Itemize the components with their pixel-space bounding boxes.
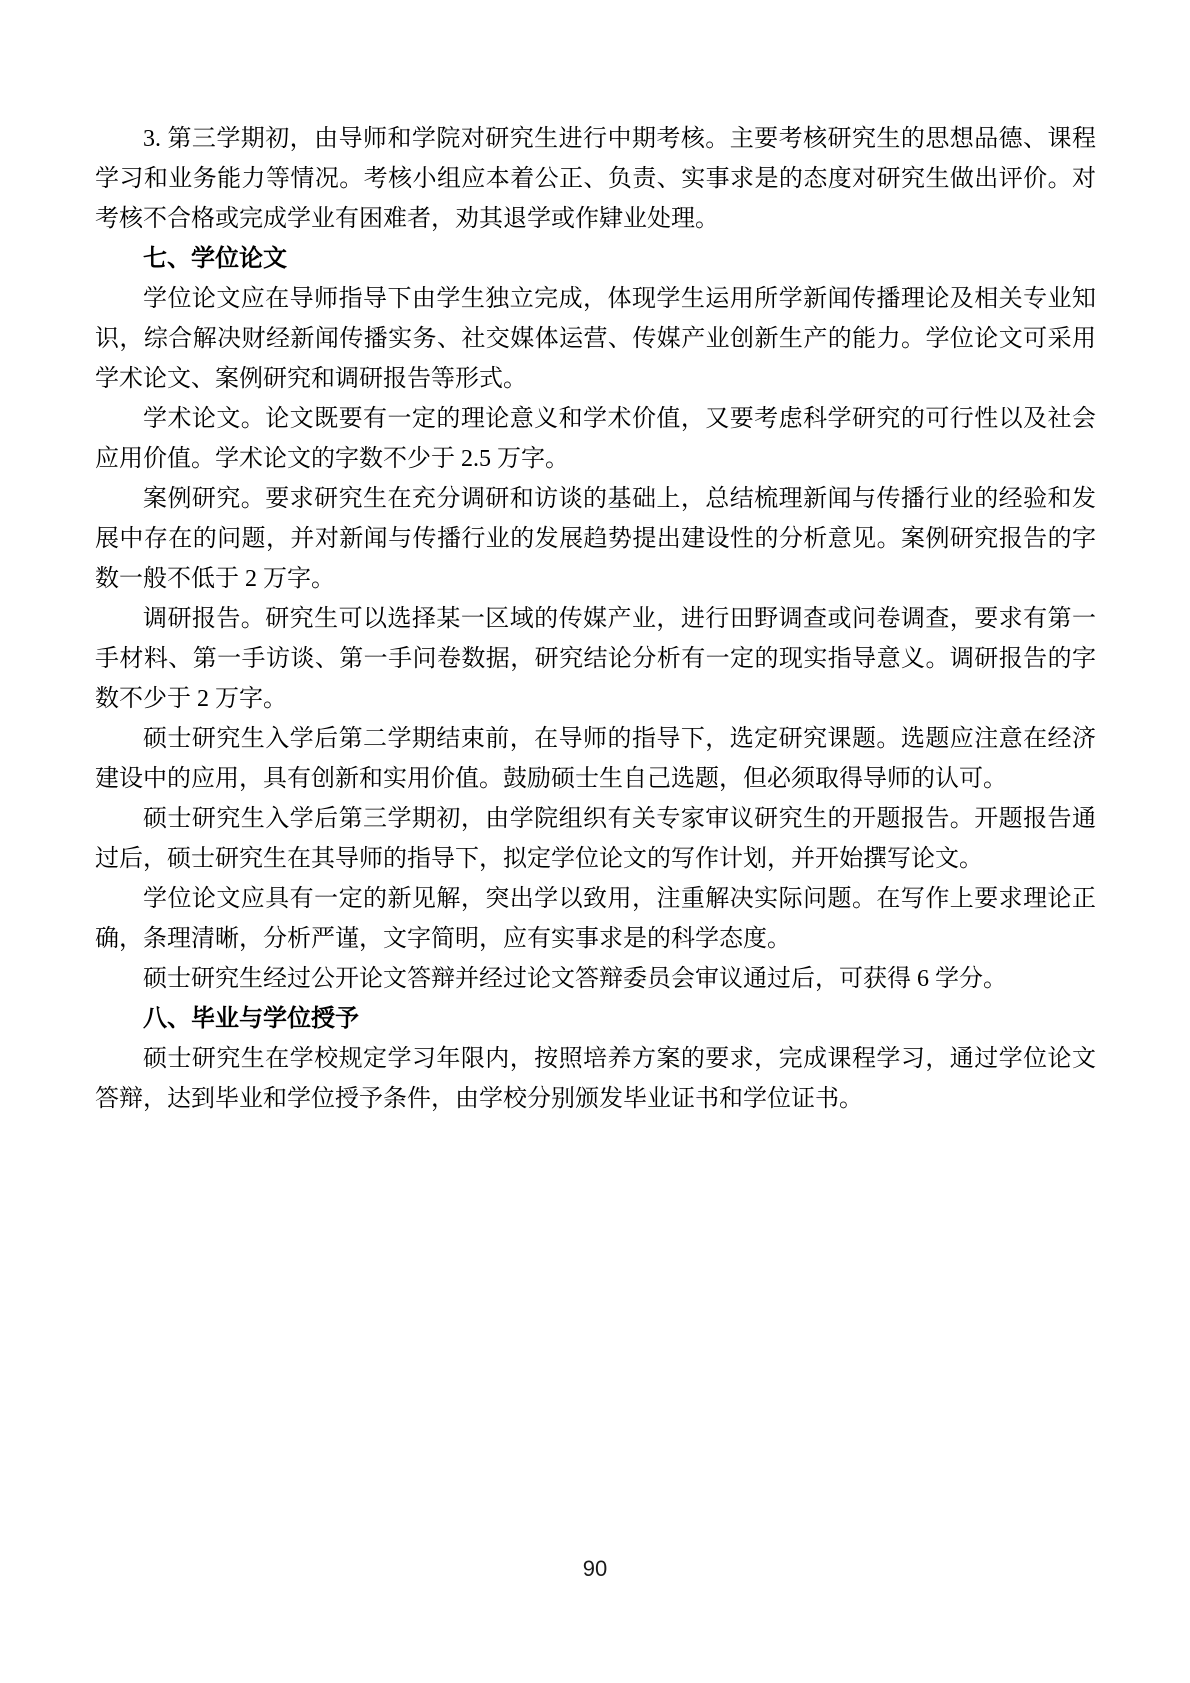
paragraph-research-report: 调研报告。研究生可以选择某一区域的传媒产业，进行田野调查或问卷调查，要求有第一手材料、第一手访谈、第一手问卷数据，研究结论分析有一定的现实指导意义。调研报告的字数不少于 2 万字。 <box>95 606 1096 712</box>
paragraph-proposal-review: 硕士研究生入学后第三学期初，由学院组织有关专家审议研究生的开题报告。开题报告通过后，硕士研究生在其导师的指导下，拟定学位论文的写作计划，并开始撰写论文。 <box>95 806 1096 872</box>
paragraph-defense-credits: 硕士研究生经过公开论文答辩并经过论文答辩委员会审议通过后，可获得 6 学分。 <box>143 966 1007 992</box>
paragraph-thesis-overview: 学位论文应在导师指导下由学生独立完成，体现学生运用所学新闻传播理论及相关专业知识，综合解决财经新闻传播实务、社交媒体运营、传媒产业创新生产的能力。学位论文可采用学术论文、案例研究和调研报告等形式。 <box>95 286 1096 392</box>
paragraph-midterm-assessment: 3. 第三学期初，由导师和学院对研究生进行中期考核。主要考核研究生的思想品德、课程学习和业务能力等情况。考核小组应本着公正、负责、实事求是的态度对研究生做出评价。对考核不合格或完成学业有困难者，劝其退学或作肄业处理。 <box>95 126 1096 232</box>
paragraph-thesis-requirements: 学位论文应具有一定的新见解，突出学以致用，注重解决实际问题。在写作上要求理论正确，条理清晰，分析严谨，文字简明，应有实事求是的科学态度。 <box>95 886 1096 952</box>
paragraph-topic-selection: 硕士研究生入学后第二学期结束前，在导师的指导下，选定研究课题。选题应注意在经济建设中的应用，具有创新和实用价值。鼓励硕士生自己选题，但必须取得导师的认可。 <box>95 726 1096 792</box>
section-heading-degree-thesis: 七、学位论文 <box>143 245 287 272</box>
document-content <box>95 119 1096 1119</box>
section-heading-graduation-degree: 八、毕业与学位授予 <box>143 1005 359 1032</box>
paragraph-case-study: 案例研究。要求研究生在充分调研和访谈的基础上，总结梳理新闻与传播行业的经验和发展中存在的问题，并对新闻与传播行业的发展趋势提出建设性的分析意见。案例研究报告的字数一般不低于 2 万字。 <box>95 486 1096 592</box>
paragraph-academic-paper: 学术论文。论文既要有一定的理论意义和学术价值，又要考虑科学研究的可行性以及社会应用价值。学术论文的字数不少于 2.5 万字。 <box>95 406 1096 472</box>
page-number: 90 <box>582 1556 608 1581</box>
paragraph-graduation-conditions: 硕士研究生在学校规定学习年限内，按照培养方案的要求，完成课程学习，通过学位论文答辩，达到毕业和学位授予条件，由学校分别颁发毕业证书和学位证书。 <box>95 1046 1096 1112</box>
